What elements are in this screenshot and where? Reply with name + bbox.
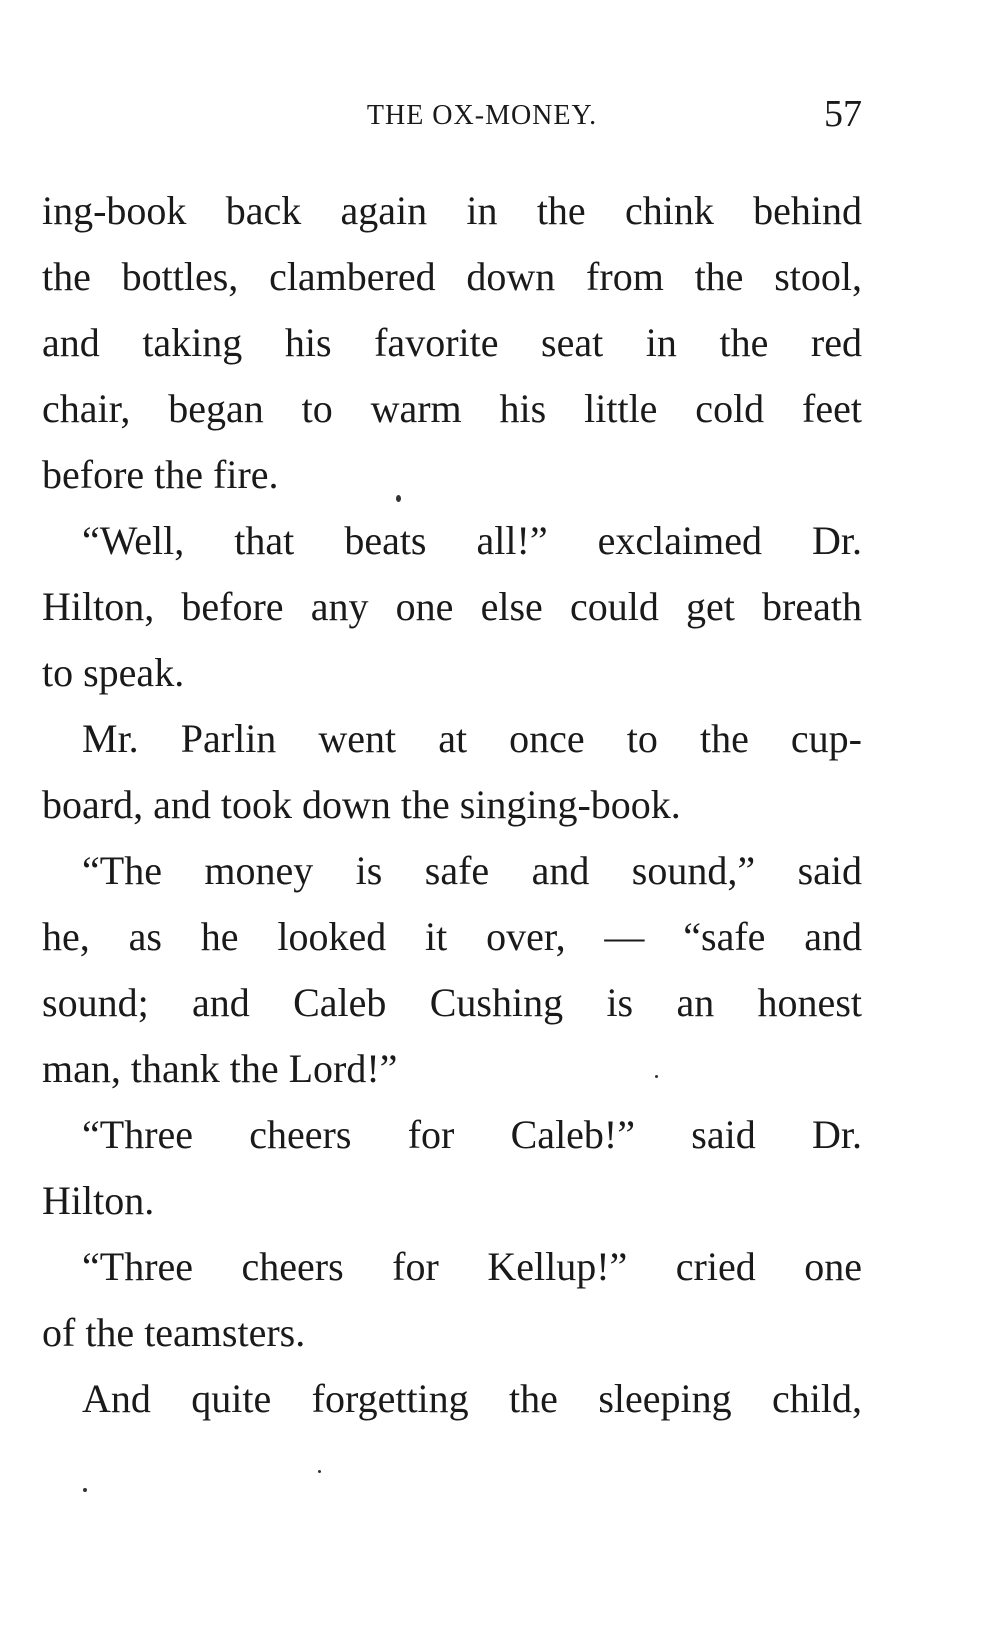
text-line: And quite forgetting the sleeping child,	[82, 1376, 862, 1421]
text-line: to speak.	[42, 650, 185, 695]
text-line: ing-book back again in the chink behind	[42, 188, 862, 233]
text-line: and taking his favorite seat in the red	[42, 320, 862, 365]
text-line: “Well, that beats all!” exclaimed Dr.	[82, 518, 862, 563]
text-line: Hilton, before any one else could get breath	[42, 584, 862, 629]
scan-speck	[396, 495, 401, 502]
text-line: board, and took down the singing-book.	[42, 782, 681, 827]
text-line: before the fire.	[42, 452, 279, 497]
scan-speck	[655, 1075, 658, 1078]
text-line: Mr. Parlin went at once to the cup-	[82, 716, 862, 761]
text-line: “Three cheers for Caleb!” said Dr.	[82, 1112, 862, 1157]
text-line: the bottles, clambered down from the stool,	[42, 254, 862, 299]
text-line: “The money is safe and sound,” said	[82, 848, 862, 893]
text-line: chair, began to warm his little cold feet	[42, 386, 862, 431]
text-line: man, thank the Lord!”	[42, 1046, 398, 1091]
text-line: Hilton.	[42, 1178, 155, 1223]
body-text	[42, 178, 862, 1432]
text-line: he, as he looked it over, — “safe and	[42, 914, 862, 959]
scan-speck	[83, 1488, 87, 1492]
scan-speck	[318, 1470, 321, 1473]
text-line: “Three cheers for Kellup!” cried one	[82, 1244, 862, 1289]
text-line: sound; and Caleb Cushing is an honest	[42, 980, 862, 1025]
page-header	[42, 92, 862, 142]
text-line: of the teamsters.	[42, 1310, 306, 1355]
page-number: 57	[824, 93, 862, 135]
running-head: THE OX-MONEY.	[366, 100, 598, 131]
